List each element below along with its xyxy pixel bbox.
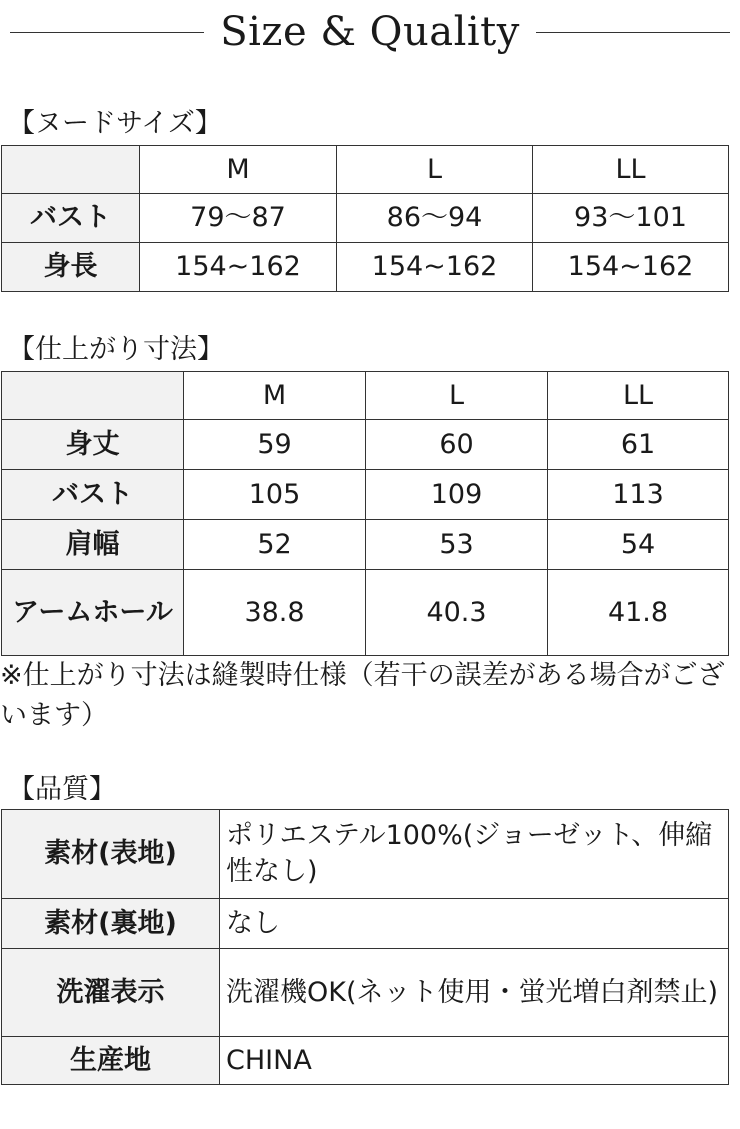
quality-table xyxy=(1,809,729,1085)
table-row xyxy=(2,570,729,656)
page-title: Size & Quality xyxy=(220,9,520,55)
table-cell: ポリエステル100%(ジョーゼット、伸縮性なし) xyxy=(220,810,729,899)
table-cell: 52 xyxy=(184,520,366,570)
table-row xyxy=(2,1037,729,1085)
table-cell: 59 xyxy=(184,420,366,470)
table-cell: 93〜101 xyxy=(533,194,729,243)
measurement-note: ※仕上がり寸法は縫製時仕様（若干の誤差がある場合がございます） xyxy=(0,660,725,731)
row-header: 洗濯表示 xyxy=(2,949,220,1037)
table-row xyxy=(2,470,729,520)
table-cell: 154~162 xyxy=(140,243,337,292)
corner-cell xyxy=(2,146,140,194)
row-header: 素材(表地) xyxy=(2,810,220,899)
table-cell: 154~162 xyxy=(337,243,533,292)
nude-size-table xyxy=(1,145,729,292)
row-header: 身丈 xyxy=(2,420,184,470)
table-cell: 54 xyxy=(548,520,729,570)
column-header: L xyxy=(366,372,548,420)
row-header: 素材(裏地) xyxy=(2,899,220,949)
row-header: バスト xyxy=(2,194,140,243)
title-rule-right xyxy=(536,32,730,33)
column-header: LL xyxy=(548,372,729,420)
title-rule-left xyxy=(10,32,204,33)
column-header: M xyxy=(140,146,337,194)
table-row xyxy=(2,949,729,1037)
column-header: M xyxy=(184,372,366,420)
title-row xyxy=(0,6,740,58)
table-cell: 109 xyxy=(366,470,548,520)
row-header: 肩幅 xyxy=(2,520,184,570)
finished-size-heading: 【仕上がり寸法】 xyxy=(8,334,224,365)
quality-heading: 【品質】 xyxy=(8,774,116,805)
table-cell: 60 xyxy=(366,420,548,470)
table-cell: 40.3 xyxy=(366,570,548,656)
corner-cell xyxy=(2,372,184,420)
row-header: バスト xyxy=(2,470,184,520)
table-row xyxy=(2,810,729,899)
table-row xyxy=(2,899,729,949)
table-cell: 79〜87 xyxy=(140,194,337,243)
table-header-row xyxy=(2,372,729,420)
column-header: L xyxy=(337,146,533,194)
table-header-row xyxy=(2,146,729,194)
table-cell: 113 xyxy=(548,470,729,520)
row-header: 身長 xyxy=(2,243,140,292)
table-cell: 61 xyxy=(548,420,729,470)
table-cell: 41.8 xyxy=(548,570,729,656)
row-header: アームホール xyxy=(2,570,184,656)
table-cell: 38.8 xyxy=(184,570,366,656)
table-cell: 53 xyxy=(366,520,548,570)
table-row xyxy=(2,520,729,570)
column-header: LL xyxy=(533,146,729,194)
table-row xyxy=(2,194,729,243)
table-cell: 105 xyxy=(184,470,366,520)
table-cell: 154~162 xyxy=(533,243,729,292)
table-row xyxy=(2,243,729,292)
table-cell: 86〜94 xyxy=(337,194,533,243)
table-cell: CHINA xyxy=(220,1037,729,1085)
nude-size-heading: 【ヌードサイズ】 xyxy=(8,108,222,139)
table-cell: 洗濯機OK(ネット使用・蛍光増白剤禁止) xyxy=(220,949,729,1037)
table-row xyxy=(2,420,729,470)
finished-size-table xyxy=(1,371,729,656)
table-cell: なし xyxy=(220,899,729,949)
row-header: 生産地 xyxy=(2,1037,220,1085)
